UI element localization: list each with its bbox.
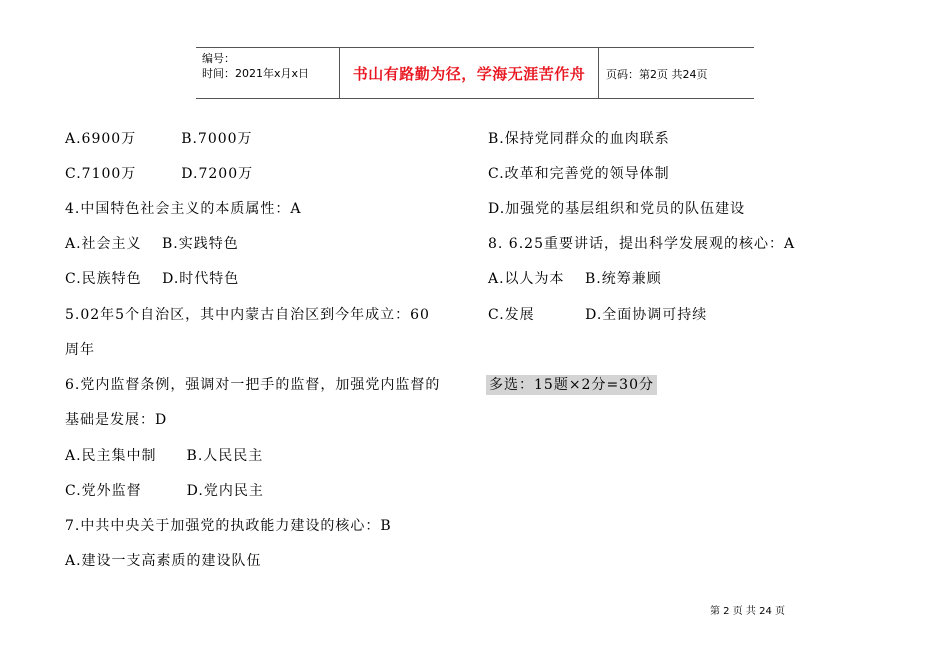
left-line-6: 5.02年5个自治区，其中内蒙古自治区到今年成立：60 [65,307,430,323]
left-line-4: A.社会主义 B.实践特色 [65,236,239,252]
left-line-1: A.6900万 B.7000万 [65,131,253,147]
left-line-7: 周年 [65,342,95,358]
page-footer: 第 2 页 共 24 页 [710,606,785,617]
left-line-12: 7.中共中央关于加强党的执政能力建设的核心：B [65,518,392,534]
number-label: 编号： [202,52,235,65]
header-left [202,51,309,81]
right-line-1: B.保持党同群众的血肉联系 [488,131,670,147]
right-line-6: C.发展 D.全面协调可持续 [488,307,708,323]
left-line-5: C.民族特色 D.时代特色 [65,271,240,287]
page-header [196,47,754,99]
left-line-11: C.党外监督 D.党内民主 [65,483,264,499]
left-line-9: 基础是发展：D [65,412,168,428]
right-line-4: 8. 6.25重要讲话，提出科学发展观的核心：A [488,236,796,252]
page-info: 页码：第2页 共24页 [606,68,708,81]
time-label: 时间：2021年x月x日 [202,67,310,80]
left-line-10: A.民主集中制 B.人民民主 [65,448,264,464]
left-line-2: C.7100万 D.7200万 [65,166,254,182]
right-line-5: A.以人为本 B.统筹兼顾 [488,271,662,287]
right-line-3: D.加强党的基层组织和党员的队伍建设 [488,201,746,217]
left-line-8: 6.党内监督条例，强调对一把手的监督，加强党内监督的 [65,377,441,393]
right-line-2: C.改革和完善党的领导体制 [488,166,670,182]
left-line-3: 4.中国特色社会主义的本质属性：A [65,201,302,217]
left-line-13: A.建设一支高素质的建设队伍 [65,553,262,569]
section-heading: 多选：15题×2分=30分 [486,375,657,395]
motto: 书山有路勤为径，学海无涯苦作舟 [339,48,599,98]
